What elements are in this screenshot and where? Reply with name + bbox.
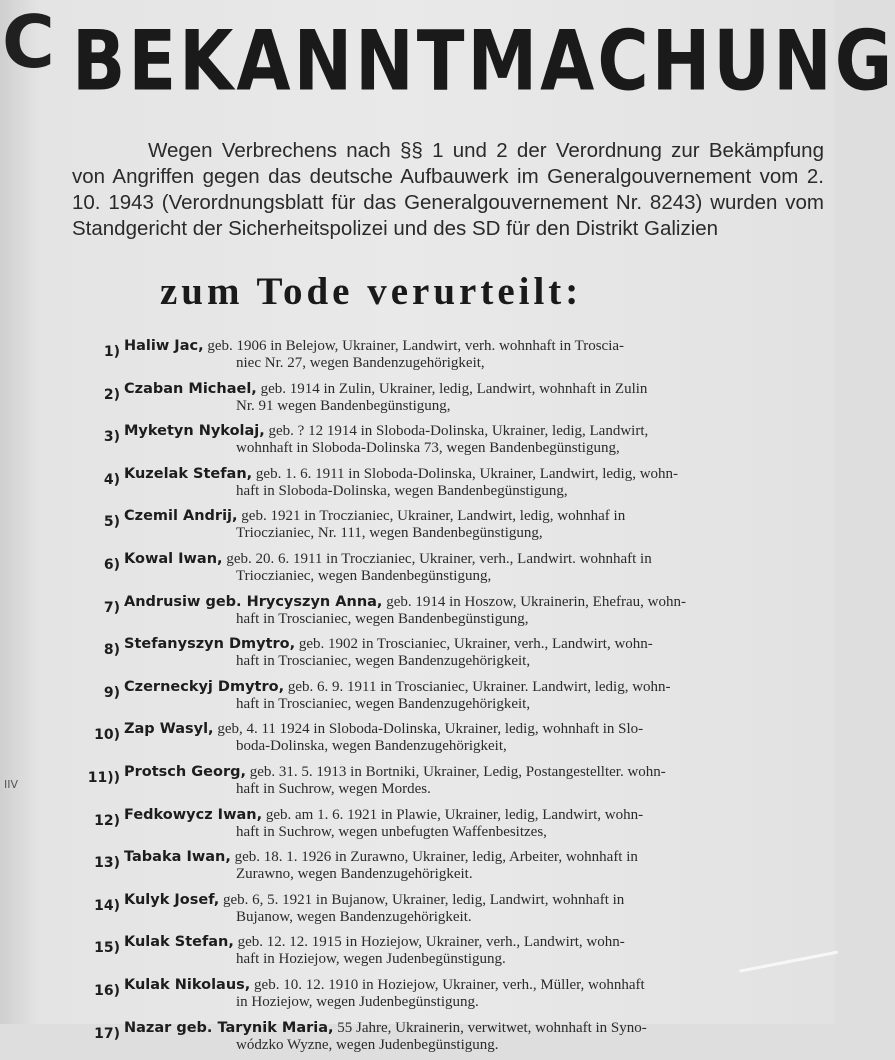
entry-name: Kuzelak Stefan, <box>124 466 252 482</box>
entry-details: geb, 4. 11 1924 in Sloboda-Dolinska, Ukrainer, ledig, wohnhaft in Slo- <box>217 721 643 737</box>
entry-details-continued: niec Nr. 27, wegen Bandenzugehörigkeit, <box>124 355 830 372</box>
entry-number: 12) <box>80 805 124 848</box>
list-item <box>80 464 830 507</box>
entry-number: 11)) <box>80 762 124 805</box>
entry-details: geb. 6. 9. 1911 in Troscianiec, Ukrainer. Landwirt, ledig, wohn- <box>288 679 671 695</box>
entry-details-continued: wódzko Wyzne, wegen Judenbegünstigung. <box>124 1037 830 1054</box>
entry-details-continued: wohnhaft in Sloboda-Dolinska 73, wegen Bandenbegünstigung, <box>124 440 830 457</box>
verdict-heading: zum Tode verurteilt: <box>160 272 760 311</box>
entry-details: geb. 1906 in Belejow, Ukrainer, Landwirt, verh. wohnhaft in Troscia- <box>207 338 624 354</box>
entry-name: Myketyn Nykolaj, <box>124 423 265 439</box>
entry-details-continued: Bujanow, wegen Bandenzugehörigkeit. <box>124 909 830 926</box>
list-item <box>80 634 830 677</box>
entry-details: geb. 12. 12. 1915 in Hoziejow, Ukrainer, verh., Landwirt, wohn- <box>238 934 625 950</box>
list-item <box>80 762 830 805</box>
entry-number: 3) <box>80 421 124 464</box>
entry-name: Haliw Jac, <box>124 338 204 354</box>
entry-number: 5) <box>80 506 124 549</box>
entry-number: 15) <box>80 932 124 975</box>
entry-name: Fedkowycz Iwan, <box>124 807 262 823</box>
entry-name: Kulak Nikolaus, <box>124 977 250 993</box>
entry-details: geb. 1. 6. 1911 in Sloboda-Dolinska, Ukrainer, Landwirt, ledig, wohn- <box>256 466 678 482</box>
entry-name: Kowal Iwan, <box>124 551 223 567</box>
entry-details: geb. 20. 6. 1911 in Troczianiec, Ukrainer, verh., Landwirt. wohnhaft in <box>226 551 651 567</box>
entry-name: Kulak Stefan, <box>124 934 234 950</box>
entry-details-continued: haft in Troscianiec, wegen Bandenbegünstigung, <box>124 611 830 628</box>
list-item <box>80 549 830 592</box>
entry-number: 2) <box>80 379 124 422</box>
entry-name: Tabaka Iwan, <box>124 849 231 865</box>
entry-name: Andrusiw geb. Hrycyszyn Anna, <box>124 594 382 610</box>
list-item <box>80 805 830 848</box>
entry-details: geb. 6, 5. 1921 in Bujanow, Ukrainer, ledig, Landwirt, wohnhaft in <box>223 892 624 908</box>
entry-number: 9) <box>80 677 124 720</box>
entry-details-continued: haft in Hoziejow, wegen Judenbegünstigung. <box>124 951 830 968</box>
entry-details-continued: haft in Troscianiec, wegen Bandenzugehörigkeit, <box>124 696 830 713</box>
entry-details: geb. ? 12 1914 in Sloboda-Dolinska, Ukrainer, ledig, Landwirt, <box>269 423 649 439</box>
entry-number: 17) <box>80 1018 124 1060</box>
list-item <box>80 336 830 379</box>
entry-name: Czerneckyj Dmytro, <box>124 679 284 695</box>
entry-details: geb. 18. 1. 1926 in Zurawno, Ukrainer, ledig, Arbeiter, wohnhaft in <box>235 849 638 865</box>
entry-number: 16) <box>80 975 124 1018</box>
list-item <box>80 421 830 464</box>
entry-name: Czaban Michael, <box>124 381 257 397</box>
list-item <box>80 847 830 890</box>
entry-number: 10) <box>80 719 124 762</box>
entry-details-continued: haft in Suchrow, wegen Mordes. <box>124 781 830 798</box>
entry-name: Nazar geb. Tarynik Maria, <box>124 1020 334 1036</box>
entry-details-continued: Zurawno, wegen Bandenzugehörigkeit. <box>124 866 830 883</box>
entry-details: geb. 10. 12. 1910 in Hoziejow, Ukrainer, verh., Müller, wohnhaft <box>254 977 645 993</box>
entry-details: geb. 1921 in Troczianiec, Ukrainer, Landwirt, ledig, wohnhaf in <box>241 508 625 524</box>
entry-details-continued: haft in Troscianiec, wegen Bandenzugehörigkeit, <box>124 653 830 670</box>
entry-details-continued: haft in Suchrow, wegen unbefugten Waffenbesitzes, <box>124 824 830 841</box>
entry-details: 55 Jahre, Ukrainerin, verwitwet, wohnhaft in Syno- <box>337 1020 647 1036</box>
edge-letter-fragment: C <box>2 6 55 78</box>
entry-details: geb. 1914 in Zulin, Ukrainer, ledig, Landwirt, wohnhaft in Zulin <box>261 381 648 397</box>
list-item <box>80 592 830 635</box>
entry-details: geb. 31. 5. 1913 in Bortniki, Ukrainer, Ledig, Postangestellter. wohn- <box>250 764 666 780</box>
entry-name: Czemil Andrij, <box>124 508 238 524</box>
entry-name: Kulyk Josef, <box>124 892 219 908</box>
entry-details-continued: Trioczianiec, Nr. 111, wegen Bandenbegünstigung, <box>124 525 830 542</box>
entry-number: 8) <box>80 634 124 677</box>
entry-number: 13) <box>80 847 124 890</box>
poster-title: BEKANNTMACHUNG <box>72 20 822 103</box>
entry-details: geb. 1902 in Troscianiec, Ukrainer, verh., Landwirt, wohn- <box>299 636 653 652</box>
list-item <box>80 932 830 975</box>
list-item <box>80 719 830 762</box>
list-item <box>80 890 830 933</box>
margin-mark: IIV <box>4 778 18 791</box>
intro-paragraph: Wegen Verbrechens nach §§ 1 und 2 der Verordnung zur Bekämpfung von Angriffen gegen das deutsche Aufbauwerk im Generalgouvernement vom 2. 10. 1943 (Verordnungsblatt für das Generalgouvernement Nr. 8243) wurden vom Standgericht der Sicherheitspolizei und des SD für den Distrikt Galizien <box>72 138 824 242</box>
entry-name: Protsch Georg, <box>124 764 246 780</box>
entry-details-continued: in Hoziejow, wegen Judenbegünstigung. <box>124 994 830 1011</box>
entry-number: 7) <box>80 592 124 635</box>
entry-number: 4) <box>80 464 124 507</box>
list-item <box>80 975 830 1018</box>
list-item <box>80 1018 830 1060</box>
entry-number: 14) <box>80 890 124 933</box>
list-item <box>80 379 830 422</box>
entry-details-continued: haft in Sloboda-Dolinska, wegen Bandenbegünstigung, <box>124 483 830 500</box>
list-item <box>80 677 830 720</box>
entry-details-continued: boda-Dolinska, wegen Bandenzugehörigkeit, <box>124 738 830 755</box>
entry-name: Zap Wasyl, <box>124 721 214 737</box>
sentenced-list <box>80 336 830 1060</box>
entry-details-continued: Nr. 91 wegen Bandenbegünstigung, <box>124 398 830 415</box>
entry-number: 6) <box>80 549 124 592</box>
entry-details: geb. am 1. 6. 1921 in Plawie, Ukrainer, ledig, Landwirt, wohn- <box>266 807 643 823</box>
entry-name: Stefanyszyn Dmytro, <box>124 636 295 652</box>
entry-details: geb. 1914 in Hoszow, Ukrainerin, Ehefrau, wohn- <box>386 594 686 610</box>
list-item <box>80 506 830 549</box>
entry-number: 1) <box>80 336 124 379</box>
entry-details-continued: Trioczianiec, wegen Bandenbegünstigung, <box>124 568 830 585</box>
